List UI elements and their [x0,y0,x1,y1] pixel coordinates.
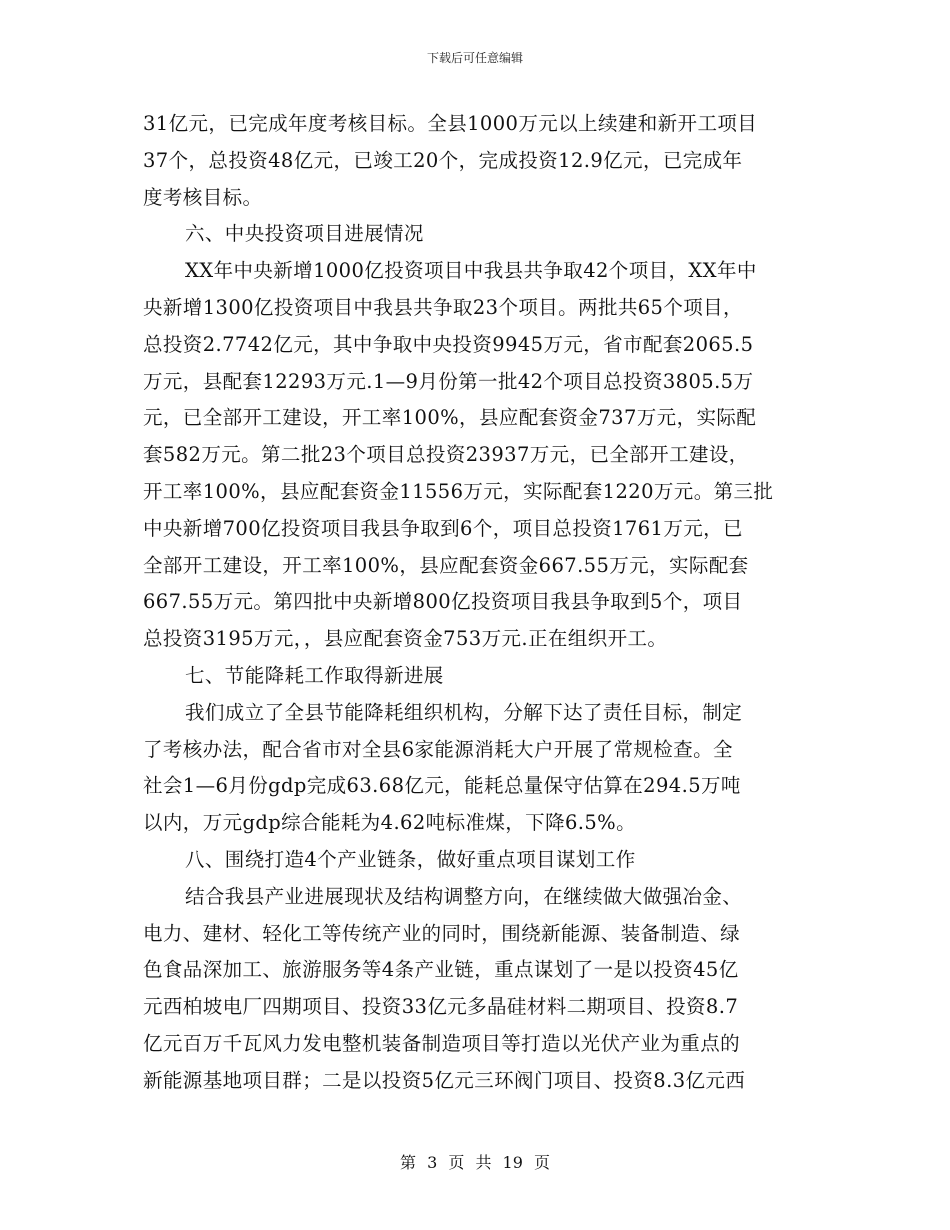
body-line: 色食品深加工、旅游服务等4条产业链，重点谋划了一是以投资45亿 [143,958,739,982]
section-heading: 七、节能降耗工作取得新进展 [185,663,444,687]
body-line: 元，已全部开工建设，开工率100%，县应配套资金737万元，实际配 [143,406,757,430]
body-line: 社会1—6月份gdp完成63.68亿元，能耗总量保守估算在294.5万吨 [143,774,741,798]
body-line: 全部开工建设，开工率100%，县应配套资金667.55万元，实际配套 [143,553,749,577]
body-line: 万元，县配套12293万元.1—9月份第一批42个项目总投资3805.5万 [143,369,754,393]
page-header: 下载后可任意编辑 [426,51,523,65]
body-line: 电力、建材、轻化工等传统产业的同时，围绕新能源、装备制造、绿 [143,921,741,945]
body-line: 结合我县产业进展现状及结构调整方向，在继续做大做强冶金、 [185,884,743,908]
body-line: 亿元百万千瓦风力发电整机装备制造项目等打造以光伏产业为重点的 [143,1031,741,1055]
body-line: 667.55万元。第四批中央新增800亿投资项目我县争取到5个，项目 [143,590,743,614]
body-line: 我们成立了全县节能降耗组织机构，分解下达了责任目标，制定 [185,700,743,724]
body-line: 元西柏坡电厂四期项目、投资33亿元多晶硅材料二期项目、投资8.7 [143,995,739,1019]
body-line: XX年中央新增1000亿投资项目中我县共争取42个项目，XX年中 [185,259,757,283]
body-line: 新能源基地项目群；二是以投资5亿元三环阀门项目、投资8.3亿元西 [143,1068,746,1092]
body-line: 央新增1300亿投资项目中我县共争取23个项目。两批共65个项目， [143,295,743,319]
body-line: 总投资3195万元，，县应配套资金753万元.正在组织开工。 [143,627,668,651]
body-line: 了考核办法，配合省市对全县6家能源消耗大户开展了常规检查。全 [143,737,733,761]
section-heading: 六、中央投资项目进展情况 [185,222,424,246]
section-heading: 八、围绕打造4个产业链条，做好重点项目谋划工作 [185,847,636,871]
document-body [143,106,811,1100]
body-line: 中央新增700亿投资项目我县争取到6个，项目总投资1761万元，已 [143,516,743,540]
body-line: 度考核目标。 [143,185,263,209]
body-line: 37个，总投资48亿元，已竣工20个，完成投资12.9亿元，已完成年 [143,148,743,172]
page-number-footer: 第 3 页 共 19 页 [400,1153,550,1172]
body-line: 以内，万元gdp综合能耗为4.62吨标准煤，下降6.5%。 [143,811,637,835]
body-line: 套582万元。第二批23个项目总投资23937万元，已全部开工建设， [143,443,749,467]
body-line: 31亿元，已完成年度考核目标。全县1000万元以上续建和新开工项目 [143,112,758,135]
body-line: 总投资2.7742亿元，其中争取中央投资9945万元，省市配套2065.5 [143,332,754,356]
body-line: 开工率100%，县应配套资金11556万元，实际配套1220万元。第三批 [143,479,774,503]
